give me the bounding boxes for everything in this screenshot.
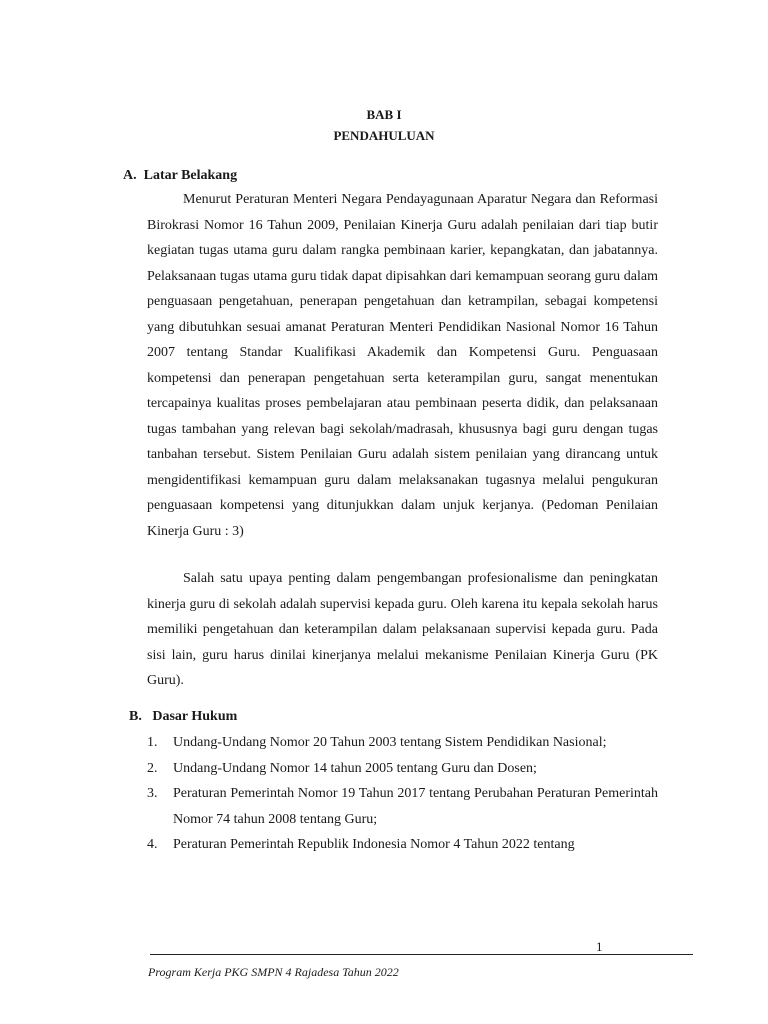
list-item-text: Peraturan Pemerintah Nomor 19 Tahun 2017 tentang Perubahan Peraturan Pemerintah Nomor 74 tahun 2008 tentang Guru; bbox=[173, 786, 658, 827]
legal-basis-list bbox=[147, 730, 658, 858]
footer-text: Program Kerja PKG SMPN 4 Rajadesa Tahun 2022 bbox=[148, 965, 399, 979]
list-item bbox=[147, 730, 658, 756]
list-item-number: 3. bbox=[147, 786, 158, 801]
list-item bbox=[147, 756, 658, 782]
chapter-title: PENDAHULUAN bbox=[333, 128, 435, 143]
paragraph-1: Menurut Peraturan Menteri Negara Pendayagunaan Aparatur Negara dan Reformasi Birokrasi Nomor 16 Tahun 2009, Penilaian Kinerja Guru adalah penilaian dari tiap butir kegiatan tugas utama guru dalam rangka pembinaan karier, kepangkatan, dan jabatannya. Pelaksanaan tugas utama guru tidak dapat dipisahkan dari kemampuan seorang guru dalam penguasaan pengetahuan, penerapan pengetahuan dan ketrampilan, sebagai kompetensi yang dibutuhkan sesuai amanat Peraturan Menteri Pendidikan Nasional Nomor 16 Tahun 2007 tentang Standar Kualifikasi Akademik dan Kompetensi Guru. Penguasaan kompetensi dan penerapan pengetahuan serta keterampilan guru, sangat menentukan tercapainya kualitas proses pembelajaran atau pembinaan peserta didik, dan pelaksanaan tugas tambahan yang relevan bagi sekolah/madrasah, khususnya bagi guru dengan tugas tanbahan tersebut. Sistem Penilaian Guru adalah sistem penilaian yang dirancang untuk mengidentifikasi kemampuan guru dalam melaksanakan tugasnya melalui pengukuran penguasaan kompetensi yang ditunjukkan dalam unjuk kerjanya. (Pedoman Penilaian Kinerja Guru : 3) bbox=[147, 192, 658, 539]
list-item-number: 2. bbox=[147, 760, 158, 776]
list-item bbox=[147, 832, 658, 858]
list-item-text: Peraturan Pemerintah Republik Indonesia Nomor 4 Tahun 2022 tentang bbox=[173, 837, 575, 852]
list-item-number: 4. bbox=[147, 837, 158, 852]
list-item-text: Undang-Undang Nomor 14 tahun 2005 tentang Guru dan Dosen; bbox=[173, 760, 537, 776]
page-number: 1 bbox=[596, 939, 603, 954]
list-item bbox=[147, 781, 658, 832]
section-a-title: A. Latar Belakang bbox=[123, 168, 238, 183]
list-item-number: 1. bbox=[147, 735, 158, 750]
chapter-label: BAB I bbox=[366, 107, 402, 122]
section-b-title: B. Dasar Hukum bbox=[129, 709, 238, 724]
list-item-text: Undang-Undang Nomor 20 Tahun 2003 tentang Sistem Pendidikan Nasional; bbox=[173, 735, 607, 750]
paragraph-2: Salah satu upaya penting dalam pengembangan profesionalisme dan peningkatan kinerja guru di sekolah adalah supervisi kepada guru. Oleh karena itu kepala sekolah harus memiliki pengetahuan dan keterampilan dalam pelaksanaan supervisi kepada guru. Pada sisi lain, guru harus dinilai kinerjanya melalui mekanisme Penilaian Kinerja Guru (PK Guru). bbox=[147, 571, 658, 688]
footer-divider bbox=[150, 954, 693, 955]
